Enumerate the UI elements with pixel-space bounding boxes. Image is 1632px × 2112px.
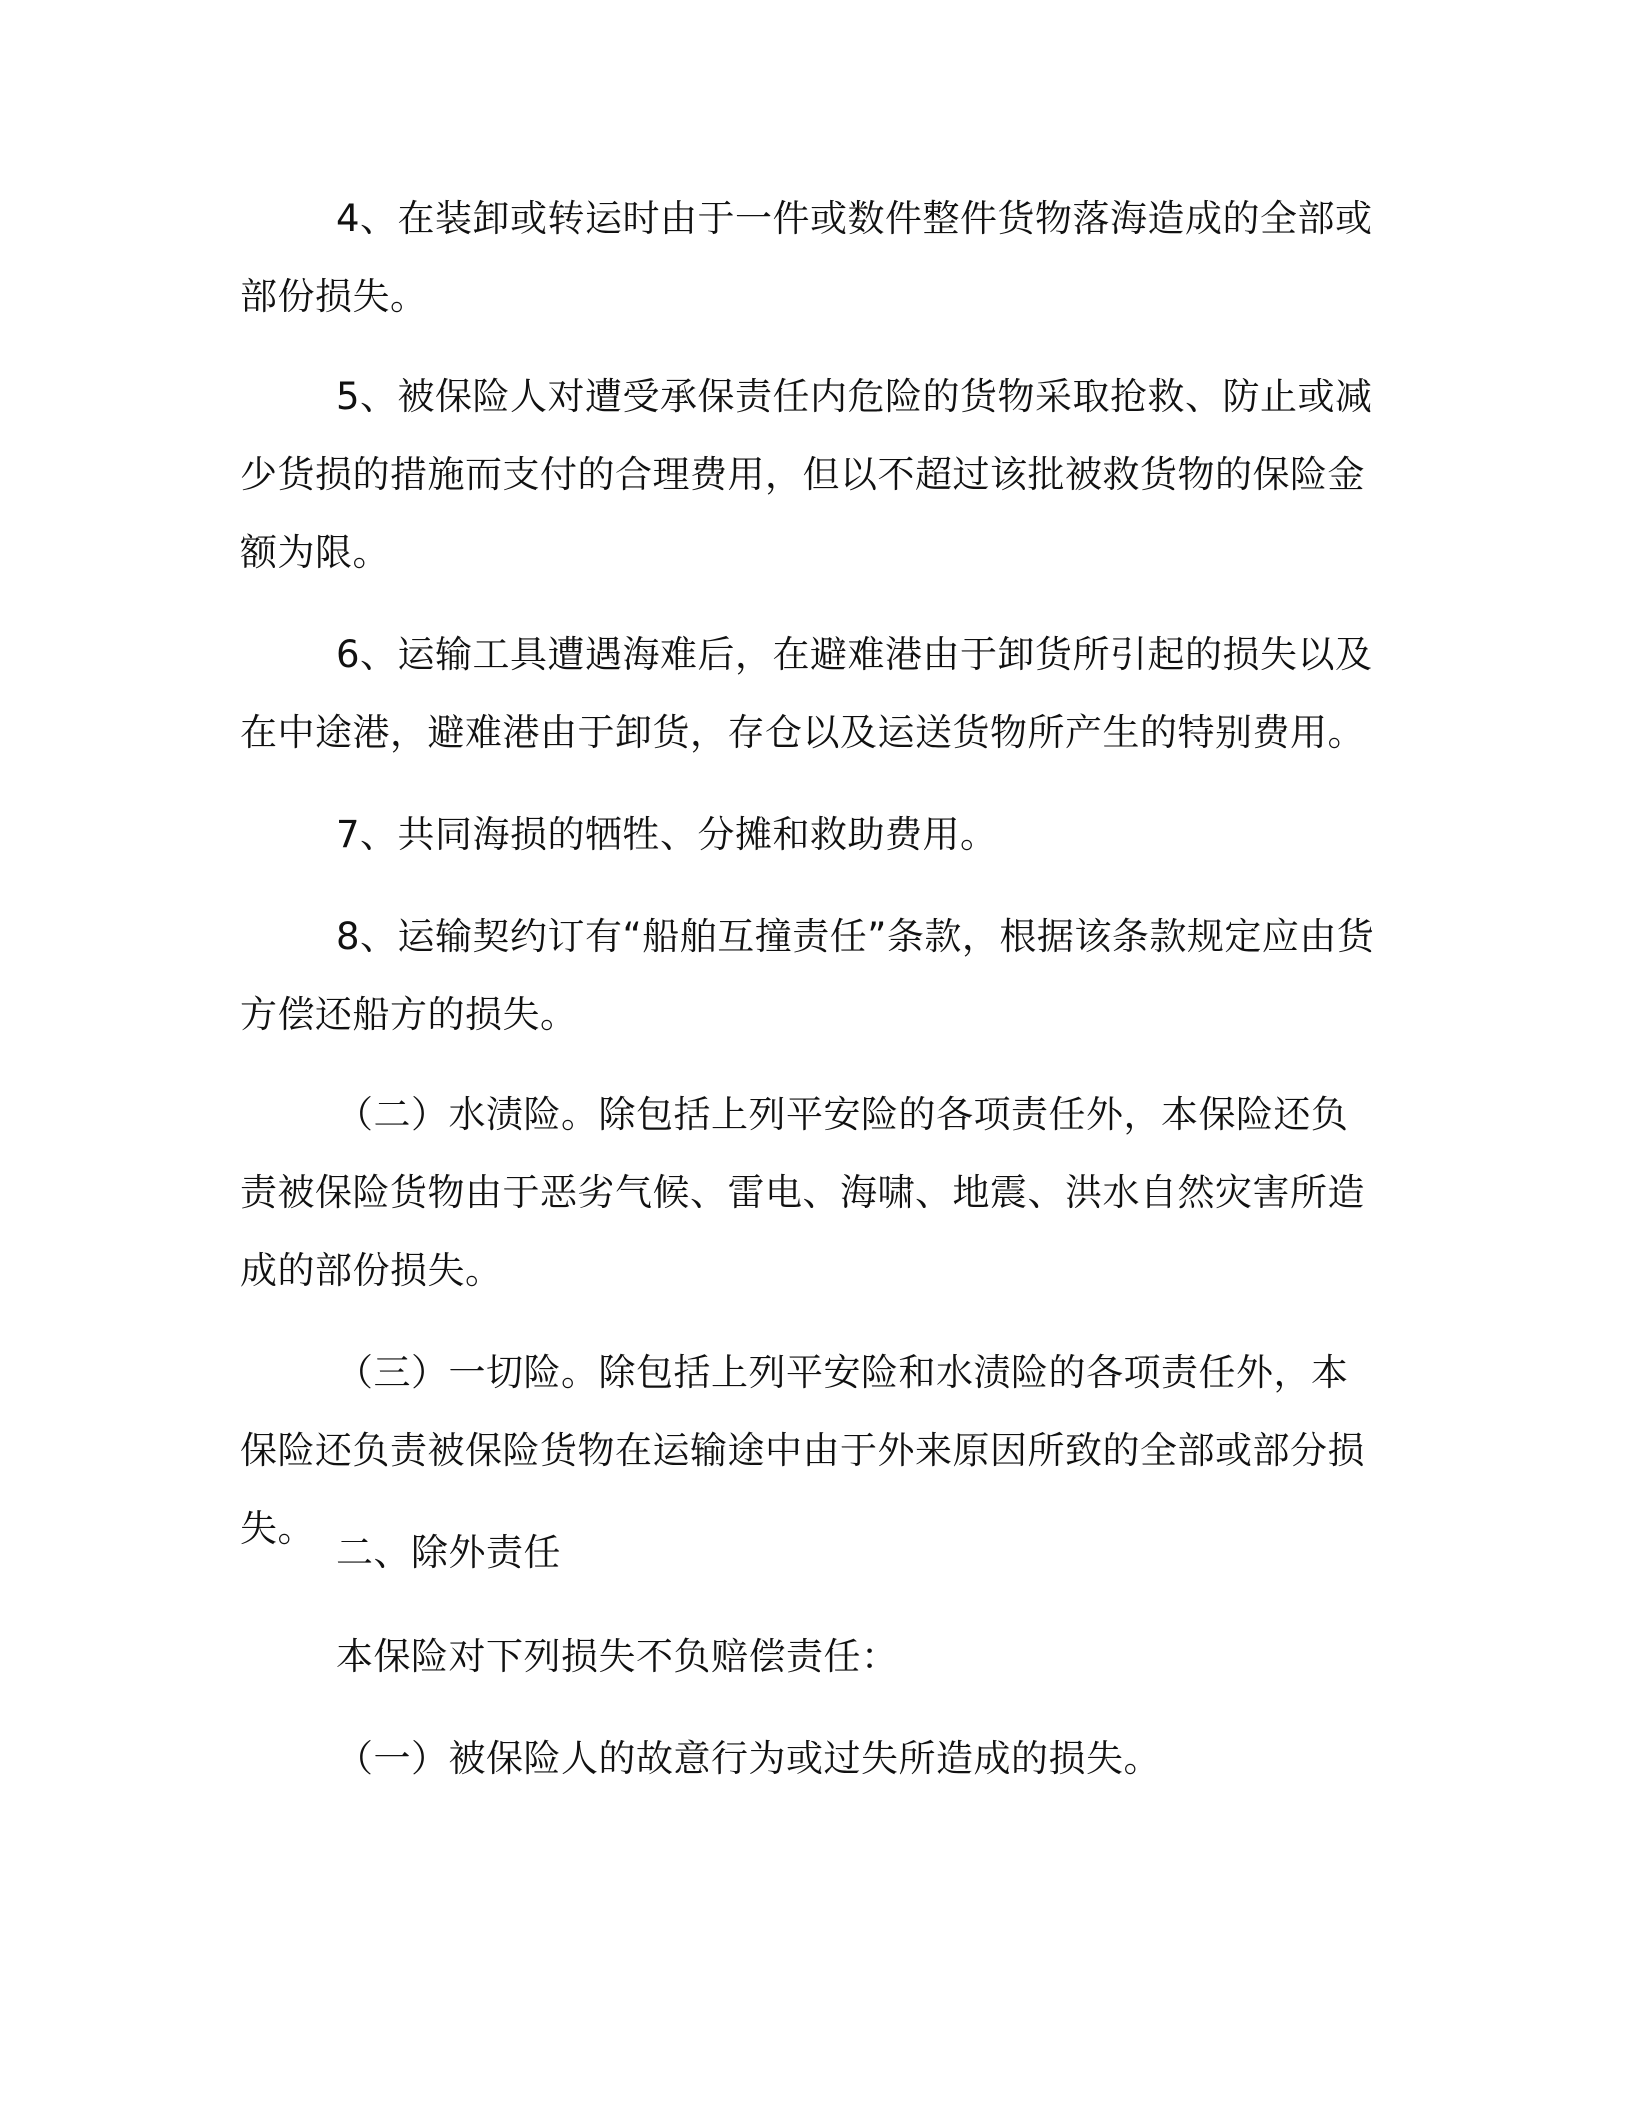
paragraph-water-damage: （二）水渍险。除包括上列平安险的各项责任外，本保险还负责被保险货物由于恶劣气候、雷电、海啸、地震、洪水自然灾害所造成的部份损失。 (240, 1093, 1365, 1292)
paragraph-item-5: 5、被保险人对遭受承保责任内危险的货物采取抢救、防止或减少货损的措施而支付的合理费用，但以不超过该批被救货物的保险金额为限。 (240, 375, 1373, 574)
paragraph-item-4: 4、在装卸或转运时由于一件或数件整件货物落海造成的全部或部份损失。 (240, 197, 1373, 318)
section-heading-exclusions: 二、除外责任 (336, 1531, 561, 1574)
paragraph-item-8: 8、运输契约订有“船舶互撞责任”条款，根据该条款规定应由货方偿还船方的损失。 (240, 915, 1375, 1036)
paragraph-exclusion-1: （一）被保险人的故意行为或过失所造成的损失。 (336, 1737, 1161, 1780)
paragraph-item-7: 7、共同海损的牺牲、分摊和救助费用。 (336, 813, 998, 856)
paragraph-exclusions-intro: 本保险对下列损失不负赔偿责任： (336, 1635, 899, 1678)
paragraph-all-risks: （三）一切险。除包括上列平安险和水渍险的各项责任外，本保险还负责被保险货物在运输途中由于外来原因所致的全部或部分损失。 (240, 1351, 1365, 1550)
paragraph-item-6: 6、运输工具遭遇海难后，在避难港由于卸货所引起的损失以及在中途港，避难港由于卸货，存仓以及运送货物所产生的特别费用。 (240, 633, 1373, 754)
